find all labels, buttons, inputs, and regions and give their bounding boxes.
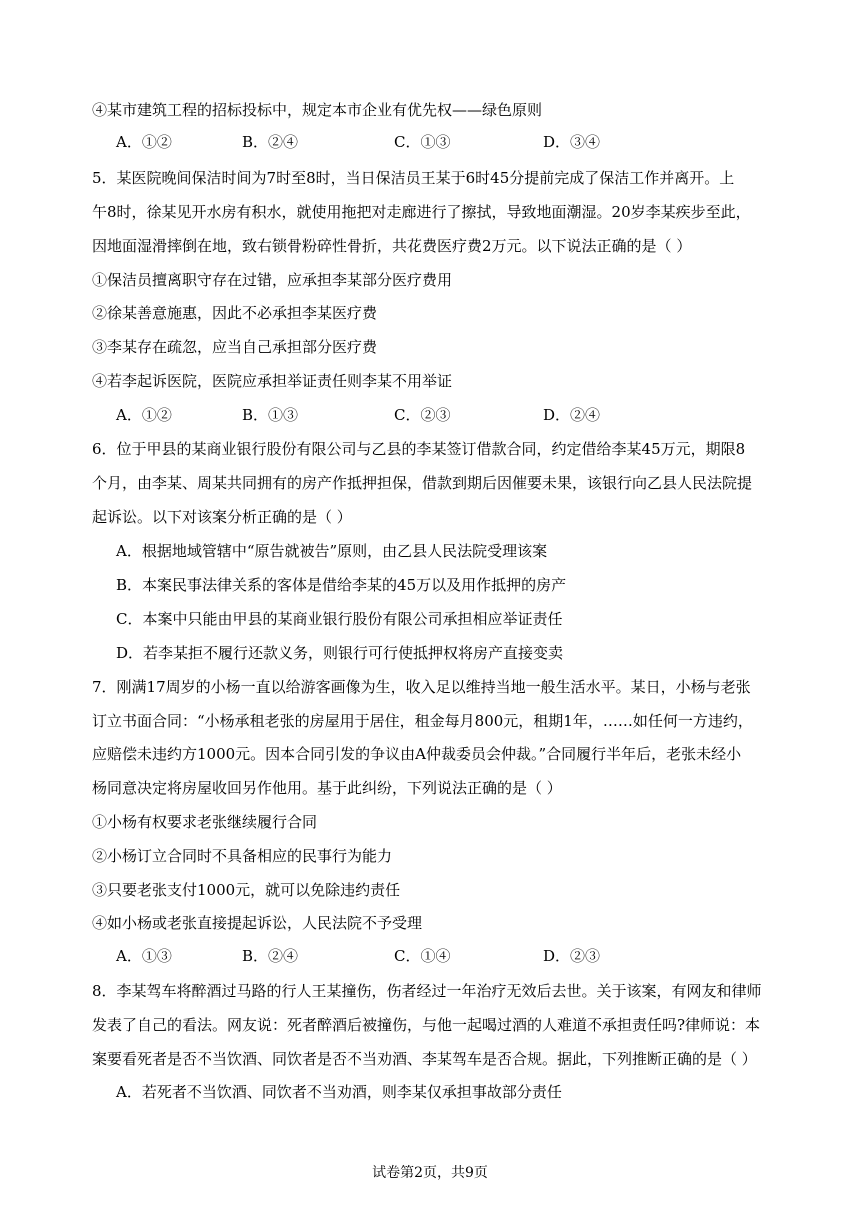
q7-stem-line-1: 7．刚满17周岁的小杨一直以给游客画像为生，收入足以维持当地一般生活水平。某日，小杨与老张	[92, 678, 751, 696]
q7-statement-2: ②小杨订立合同时不具备相应的民事行为能力	[92, 847, 393, 865]
q5-options	[116, 405, 776, 425]
q6-choice-d: D．若李某拒不履行还款义务，则银行可行使抵押权将房产直接变卖	[116, 644, 564, 662]
q5-statement-3: ③李某存在疏忽，应当自己承担部分医疗费	[92, 338, 378, 356]
q7-stem-line-2: 订立书面合同：“小杨承租老张的房屋用于居住，租金每月800元，租期1年，……如任何一方违约，	[92, 712, 753, 730]
page-footer: 试卷第2页，共9页	[372, 1165, 488, 1181]
q7-option-c: C．①④	[394, 947, 451, 965]
q5-option-d: D．②④	[543, 406, 601, 424]
q7-options	[116, 946, 776, 966]
q7-option-b: B．②④	[242, 947, 299, 965]
q8-stem-line-1: 8．李某驾车将醉酒过马路的行人王某撞伤，伤者经过一年治疗无效后去世。关于该案，有网友和律师	[92, 982, 762, 1000]
q4-options	[116, 132, 776, 152]
q5-stem-line-3: 因地面湿滑摔倒在地，致右锁骨粉碎性骨折，共花费医疗费2万元。以下说法正确的是（ ）	[92, 237, 692, 255]
q4-option-a: A．①②	[116, 133, 172, 151]
q4-option-d: D．③④	[543, 133, 601, 151]
q6-stem-line-3: 起诉讼。以下对该案分析正确的是（ ）	[92, 508, 352, 526]
q6-stem-line-2: 个月，由李某、周某共同拥有的房产作抵押担保，借款到期后因催要未果，该银行向乙县人民法院提	[92, 474, 753, 492]
q4-statement-4: ④某市建筑工程的招标投标中，规定本市企业有优先权——绿色原则	[92, 101, 543, 119]
q7-statement-1: ①小杨有权要求老张继续履行合同	[92, 813, 318, 831]
q5-option-a: A．①②	[116, 406, 172, 424]
q6-stem-line-1: 6．位于甲县的某商业银行股份有限公司与乙县的李某签订借款合同，约定借给李某45万元，期限8	[92, 440, 746, 458]
q6-choice-c: C．本案中只能由甲县的某商业银行股份有限公司承担相应举证责任	[116, 610, 563, 628]
q6-choice-b: B．本案民事法律关系的客体是借给李某的45万以及用作抵押的房产	[116, 576, 567, 594]
q7-stem-line-4: 杨同意决定将房屋收回另作他用。基于此纠纷，下列说法正确的是（ ）	[92, 779, 562, 797]
q4-option-c: C．①③	[394, 133, 451, 151]
q8-choice-a: A．若死者不当饮酒、同饮者不当劝酒，则李某仅承担事故部分责任	[116, 1083, 562, 1101]
q5-option-b: B．①③	[242, 406, 299, 424]
q7-option-d: D．②③	[543, 947, 601, 965]
q8-stem-line-2: 发表了自己的看法。网友说：死者醉酒后被撞伤，与他一起喝过酒的人难道不承担责任吗?律师说：本	[92, 1016, 761, 1034]
q7-stem-line-3: 应赔偿未违约方1000元。因本合同引发的争议由A仲裁委员会仲裁。”合同履行半年后，老张未经小	[92, 745, 742, 763]
q4-option-b: B．②④	[242, 133, 299, 151]
q8-stem-line-3: 案要看死者是否不当饮酒、同饮者是否不当劝酒、李某驾车是否合规。据此，下列推断正确的是（ ）	[92, 1050, 757, 1068]
q5-statement-1: ①保洁员擅离职守存在过错，应承担李某部分医疗费用	[92, 271, 453, 289]
q7-statement-4: ④如小杨或老张直接提起诉讼，人民法院不予受理	[92, 914, 423, 932]
q5-stem-line-2: 午8时，徐某见开水房有积水，就使用拖把对走廊进行了擦拭，导致地面潮湿。20岁李某疾步至此，	[92, 203, 751, 221]
q5-statement-4: ④若李起诉医院，医院应承担举证责任则李某不用举证	[92, 372, 453, 390]
q5-statement-2: ②徐某善意施惠，因此不必承担李某医疗费	[92, 304, 378, 322]
q5-stem-line-1: 5．某医院晚间保洁时间为7时至8时，当日保洁员王某于6时45分提前完成了保洁工作并离开。上	[92, 169, 735, 187]
q7-statement-3: ③只要老张支付1000元，就可以免除违约责任	[92, 881, 401, 899]
q5-option-c: C．②③	[394, 406, 451, 424]
q7-option-a: A．①③	[116, 947, 172, 965]
q6-choice-a: A．根据地域管辖中“原告就被告”原则，由乙县人民法院受理该案	[116, 542, 548, 560]
